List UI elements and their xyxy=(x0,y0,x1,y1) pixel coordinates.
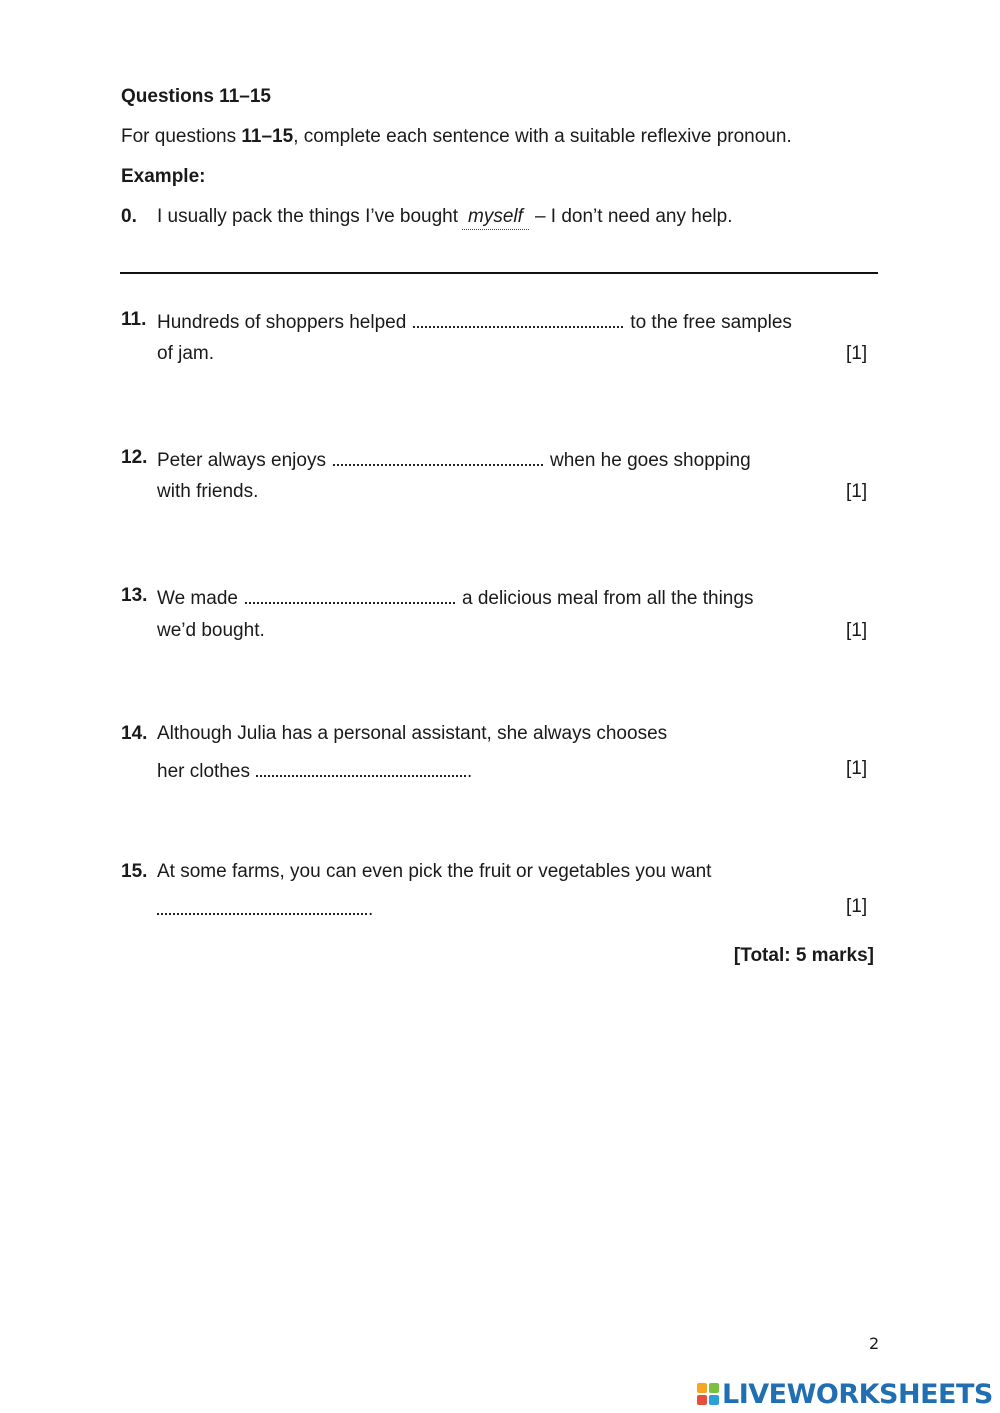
answer-blank-11[interactable] xyxy=(413,308,623,328)
question-15-line1: At some farms, you can even pick the fruit or vegetables you want xyxy=(157,861,712,882)
answer-blank-13[interactable] xyxy=(245,584,455,604)
instruction-prefix: For questions xyxy=(121,126,242,147)
question-number: 12. xyxy=(121,447,148,468)
logo-square xyxy=(709,1395,719,1405)
question-11-line1: Hundreds of shoppers helped to the free samples xyxy=(157,308,792,335)
question-number: 11. xyxy=(121,309,147,330)
instruction-range: 11–15 xyxy=(241,126,294,147)
mark-label: [1] xyxy=(846,620,868,641)
question-13-line1: We made a delicious meal from all the things xyxy=(157,584,753,611)
logo-square xyxy=(709,1383,719,1393)
logo-square xyxy=(697,1383,707,1393)
liveworksheets-logo[interactable] xyxy=(697,1378,993,1410)
example-sentence xyxy=(157,205,732,230)
question-number: 15. xyxy=(121,861,148,882)
logo-icon xyxy=(697,1383,719,1405)
question-number: 14. xyxy=(121,723,148,744)
instructions xyxy=(121,125,792,149)
example-number: 0. xyxy=(121,206,137,227)
question-11-line2: of jam. xyxy=(157,343,215,364)
question-15-line2: . xyxy=(157,895,373,922)
question-13-line2: we’d bought. xyxy=(157,620,265,641)
section-title: Questions 11–15 xyxy=(121,86,271,107)
mark-label: [1] xyxy=(846,758,868,779)
answer-blank-14[interactable] xyxy=(256,757,466,777)
question-number: 13. xyxy=(121,585,148,606)
mark-label: [1] xyxy=(846,896,868,917)
question-12-line1: Peter always enjoys when he goes shopping xyxy=(157,446,751,473)
divider-rule xyxy=(120,272,878,274)
mark-label: [1] xyxy=(846,481,868,502)
logo-text: LIVEWORKSHEETS xyxy=(722,1378,993,1410)
question-14-line2: her clothes . xyxy=(157,757,472,784)
question-12-line2: with friends. xyxy=(157,481,259,502)
mark-label: [1] xyxy=(846,343,868,364)
answer-blank-12[interactable] xyxy=(333,446,543,466)
example-label: Example: xyxy=(121,166,206,187)
page-number: 2 xyxy=(869,1334,880,1353)
total-marks: [Total: 5 marks] xyxy=(733,945,874,966)
example-answer: myself xyxy=(462,205,529,230)
answer-blank-15[interactable] xyxy=(157,895,367,915)
instruction-suffix: , complete each sentence with a suitable reflexive pronoun. xyxy=(293,126,792,147)
logo-square xyxy=(697,1395,707,1405)
example-after: – I don’t need any help. xyxy=(534,206,733,227)
question-14-line1: Although Julia has a personal assistant, she always chooses xyxy=(157,723,668,744)
example-before: I usually pack the things I’ve bought xyxy=(157,206,459,227)
